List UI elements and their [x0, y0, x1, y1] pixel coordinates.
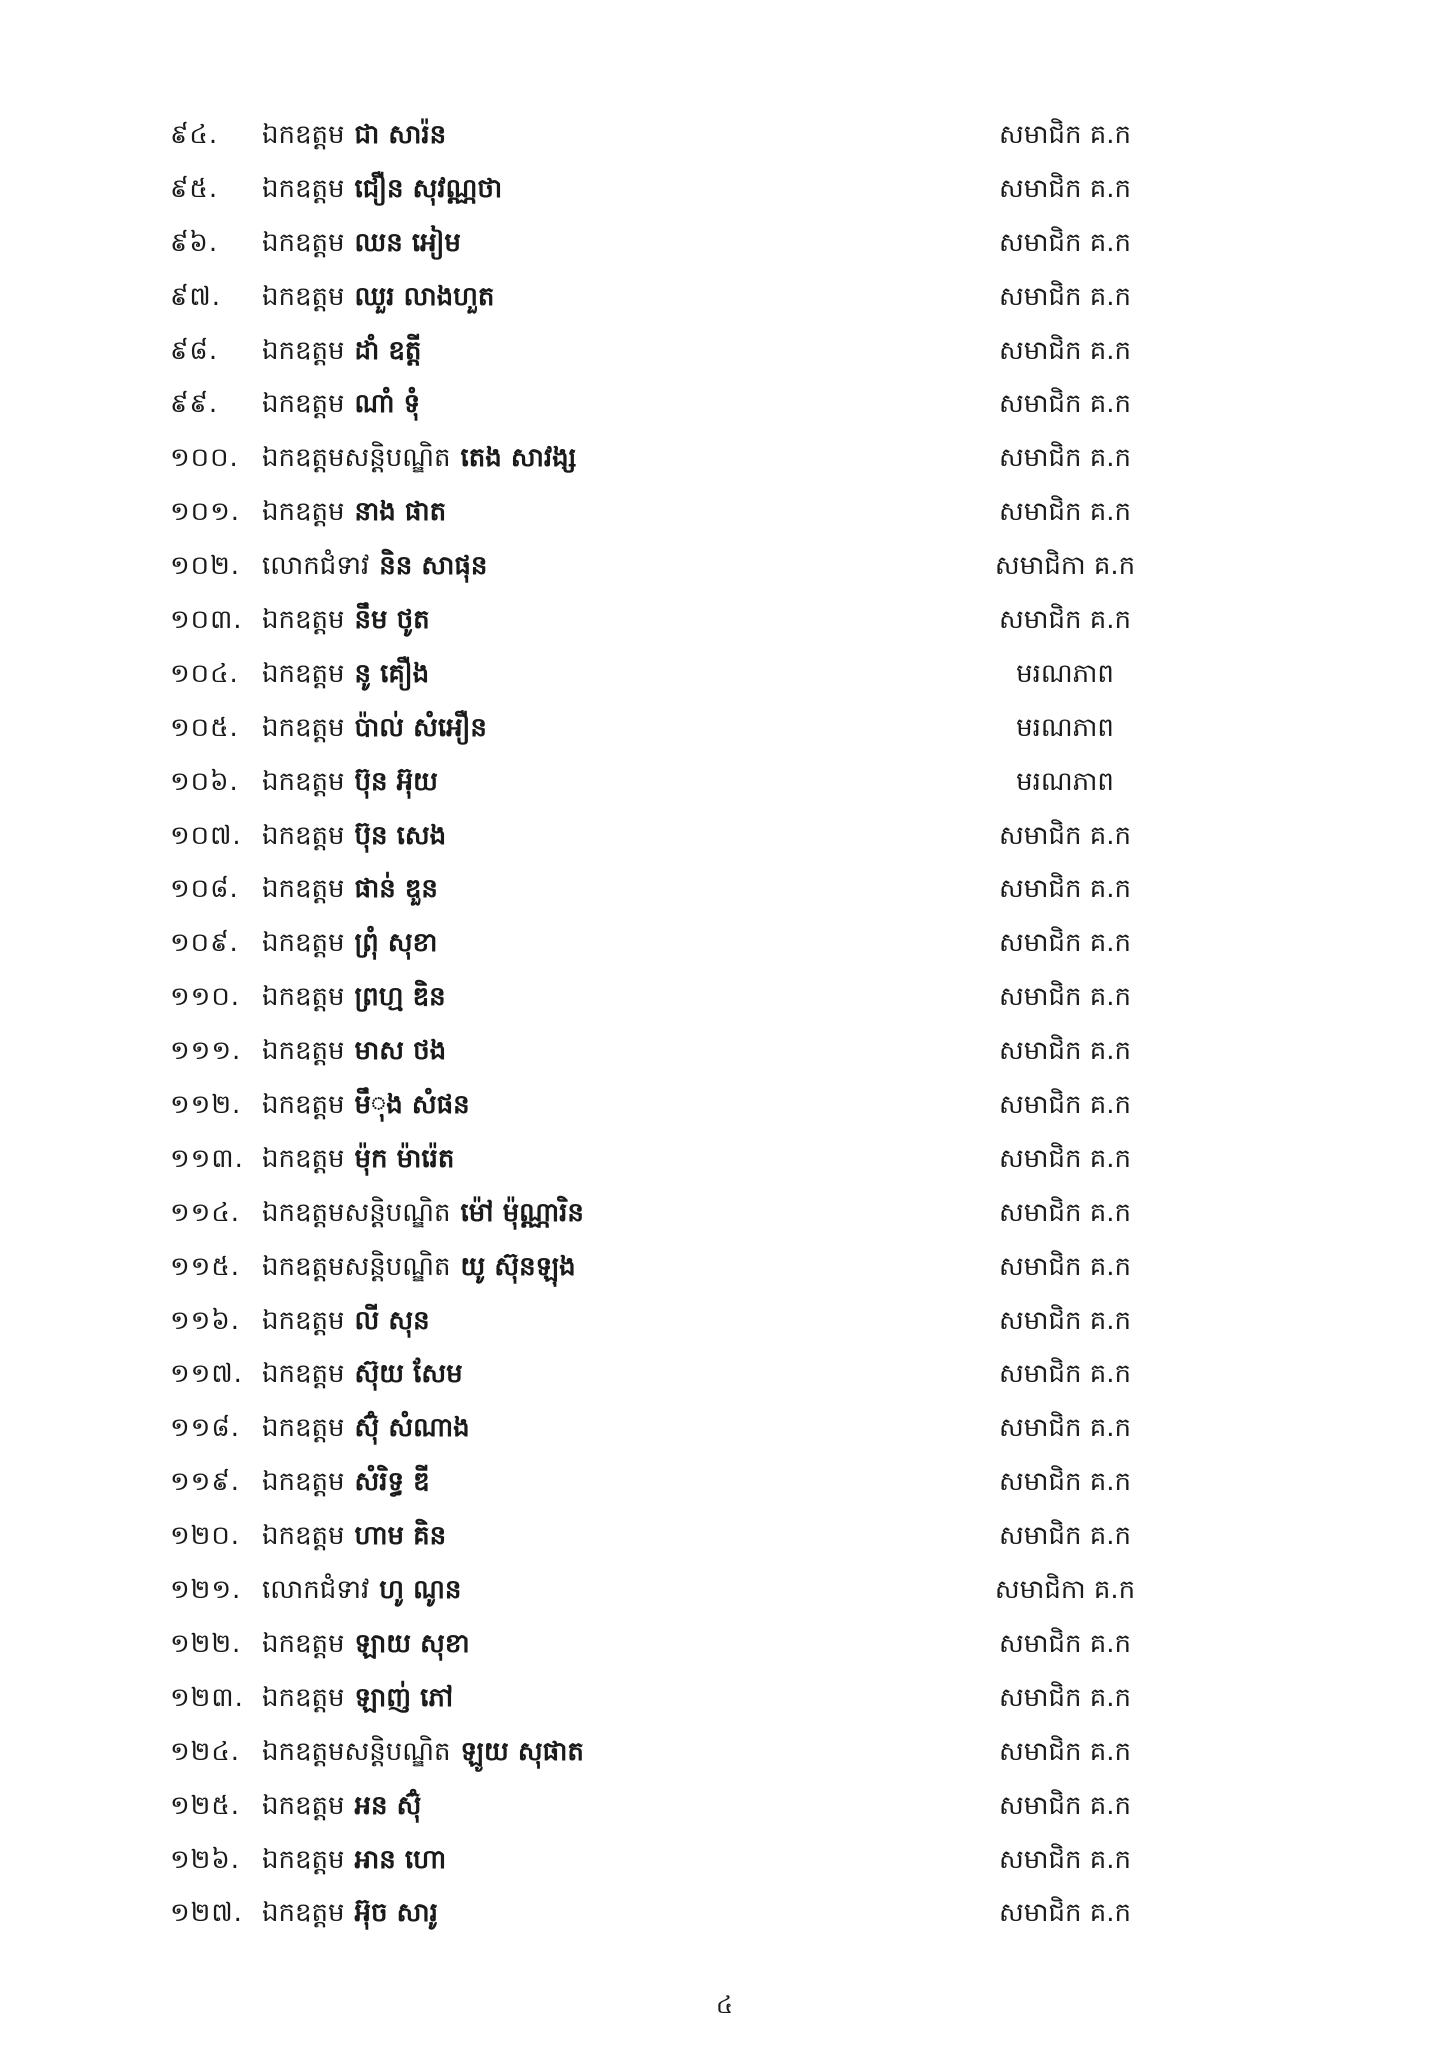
item-number: ១២០. [170, 1521, 241, 1552]
list-item [0, 647, 1449, 701]
item-name: មឹុង សំផន [354, 1090, 470, 1121]
item-name: អន ស៊ុំ [354, 1790, 422, 1821]
list-item [0, 593, 1449, 647]
item-number: ១២១. [170, 1575, 242, 1606]
item-number: ១១២. [170, 1090, 242, 1121]
item-title-and-name [262, 926, 437, 960]
item-name: យូ ស៊ុនឡុង [460, 1251, 576, 1282]
item-number: ១០៥. [170, 712, 239, 743]
item-status: សមាជិកា គ.ក [994, 1575, 1136, 1606]
item-status: សមាជិក គ.ក [998, 497, 1132, 528]
item-honorific: ឯកឧត្តម [262, 605, 345, 636]
item-status: សមាជិក គ.ក [998, 120, 1132, 150]
item-status: សមាជិក គ.ក [998, 1844, 1132, 1875]
item-title-and-name [262, 226, 461, 260]
list-item [0, 809, 1449, 863]
item-name: អ៊ុច សារូ [354, 1898, 438, 1929]
item-number: ១០១. [170, 497, 241, 528]
item-honorific: ឯកឧត្តមសន្តិបណ្ឌិត [262, 443, 451, 474]
item-status: សមាជិក គ.ក [998, 1898, 1132, 1929]
item-number: ៩៥. [170, 173, 219, 204]
item-status: សមាជិក គ.ក [998, 1413, 1132, 1444]
item-honorific: ឯកឧត្តម [262, 335, 345, 366]
list-item [0, 1563, 1449, 1617]
item-name: ណាំ ទុំ [354, 389, 421, 420]
item-honorific: ឯកឧត្តម [262, 1143, 345, 1174]
item-status: សមាជិក គ.ក [998, 335, 1132, 366]
item-title-and-name [262, 872, 438, 906]
member-list [0, 108, 1449, 1940]
item-honorific: ឯកឧត្តម [262, 1305, 345, 1336]
item-status: មរណភាព [1016, 712, 1114, 743]
item-title-and-name [262, 1627, 470, 1661]
item-honorific: ឯកឧត្តម [262, 497, 345, 528]
item-number: ១១៩. [170, 1467, 241, 1498]
item-name: នូ គឿង [354, 658, 430, 689]
item-name: ហាម គិន [354, 1521, 447, 1552]
item-number: ១០៧. [170, 820, 242, 851]
item-honorific: ឯកឧត្តម [262, 1898, 345, 1929]
item-honorific: ឯកឧត្តម [262, 712, 345, 743]
item-status: សមាជិក គ.ក [998, 1143, 1132, 1174]
item-honorific: ឯកឧត្តម [262, 1790, 345, 1821]
list-item [0, 162, 1449, 216]
list-item [0, 1779, 1449, 1833]
item-name: ឈន អៀម [354, 227, 461, 258]
item-name: ផាន់ ឌួន [354, 874, 438, 905]
item-number: ១០៩. [170, 928, 239, 959]
item-name: សំរិទ្ធ ឌី [354, 1467, 430, 1498]
list-item [0, 485, 1449, 539]
item-number: ៩៩. [170, 389, 219, 420]
item-number: ១១១. [170, 1036, 242, 1067]
item-honorific: ឯកឧត្តម [262, 766, 345, 797]
item-status: សមាជិក គ.ក [998, 1305, 1132, 1336]
item-title-and-name [262, 118, 446, 152]
item-honorific: ឯកឧត្តម [262, 874, 345, 905]
item-title-and-name [262, 657, 429, 691]
list-item [0, 1886, 1449, 1940]
item-status: សមាជិក គ.ក [998, 281, 1132, 312]
item-status: សមាជិក គ.ក [998, 1197, 1132, 1228]
item-number: ១០៤. [170, 658, 239, 689]
item-status: សមាជិក គ.ក [998, 1521, 1132, 1552]
item-number: ៩៧. [170, 281, 222, 312]
item-honorific: ឯកឧត្តម [262, 1467, 345, 1498]
item-title-and-name [262, 441, 576, 475]
item-number: ១១៤. [170, 1197, 241, 1228]
item-status: សមាជិក គ.ក [998, 874, 1132, 905]
item-title-and-name [262, 1896, 438, 1930]
item-status: មរណភាព [1016, 766, 1114, 797]
item-number: ១២៦. [170, 1844, 241, 1875]
item-status: សមាជិក គ.ក [998, 1036, 1132, 1067]
item-title-and-name [262, 711, 487, 745]
item-name: ប៉ាល់ សំអឿន [354, 712, 487, 743]
item-title-and-name [262, 1843, 446, 1877]
item-status: សមាជិក គ.ក [998, 820, 1132, 851]
item-title-and-name [262, 1088, 470, 1122]
item-status: សមាជិក គ.ក [998, 605, 1132, 636]
item-name: ប៊ុន អ៊ុយ [354, 766, 438, 797]
list-item [0, 1725, 1449, 1779]
item-name: ស៊ុំ សំណាង [354, 1413, 470, 1444]
item-name: ឡូយ សុផាត [460, 1736, 584, 1767]
item-title-and-name [262, 1034, 446, 1068]
item-status: សមាជិក គ.ក [998, 389, 1132, 420]
item-name: ឈួរ លាងហួត [354, 281, 495, 312]
item-name: ជា សារ៉ន [354, 120, 447, 150]
item-status: សមាជិក គ.ក [998, 982, 1132, 1013]
item-honorific: ឯកឧត្តម [262, 120, 345, 150]
item-title-and-name [262, 1196, 584, 1230]
item-number: ១០៦. [170, 766, 239, 797]
item-honorific: ឯកឧត្តម [262, 227, 345, 258]
list-item [0, 1024, 1449, 1078]
list-item [0, 324, 1449, 378]
item-title-and-name [262, 1519, 446, 1553]
list-item [0, 862, 1449, 916]
item-honorific: ឯកឧត្តម [262, 658, 345, 689]
item-status: សមាជិកា គ.ក [994, 551, 1136, 582]
list-item [0, 216, 1449, 270]
item-title-and-name [262, 1142, 454, 1176]
item-number: ១១៣. [170, 1143, 244, 1174]
item-name: ម៉ុក ម៉ារ៉េត [354, 1143, 455, 1174]
item-honorific: ឯកឧត្តមសន្តិបណ្ឌិត [262, 1197, 451, 1228]
item-title-and-name [262, 280, 494, 314]
list-item [0, 1132, 1449, 1186]
item-honorific: ឯកឧត្តម [262, 1628, 345, 1659]
item-number: ១១៨. [170, 1413, 241, 1444]
item-title-and-name [262, 980, 446, 1014]
list-item [0, 755, 1449, 809]
item-status: សមាជិក គ.ក [998, 173, 1132, 204]
item-title-and-name [262, 172, 502, 206]
item-title-and-name [262, 495, 446, 529]
item-status: សមាជិក គ.ក [998, 1251, 1132, 1282]
item-title-and-name [262, 765, 438, 799]
item-name: ឡាយ សុខា [354, 1628, 470, 1659]
item-status: សមាជិក គ.ក [998, 1359, 1132, 1390]
item-name: ហូ ណូន [379, 1575, 462, 1606]
item-status: សមាជិក គ.ក [998, 1736, 1132, 1767]
list-item [0, 539, 1449, 593]
page-number: ៤ [716, 1991, 733, 2019]
item-title-and-name [262, 1411, 470, 1445]
item-title-and-name [262, 334, 421, 368]
item-status: សមាជិក គ.ក [998, 1682, 1132, 1713]
item-title-and-name [262, 1357, 463, 1391]
item-title-and-name [262, 387, 420, 421]
item-number: ៩៨. [170, 335, 219, 366]
item-name: ព្រហ្ម ឌិន [354, 982, 446, 1013]
list-item [0, 270, 1449, 324]
item-title-and-name [262, 1573, 461, 1607]
item-title-and-name [262, 1465, 430, 1499]
item-name: ម៉ៅ ម៉ុណ្ណារិន [460, 1197, 584, 1228]
item-status: សមាជិក គ.ក [998, 1790, 1132, 1821]
item-name: ឡាញ់ ភៅ [354, 1682, 454, 1713]
item-status: សមាជិក គ.ក [998, 928, 1132, 959]
list-item [0, 431, 1449, 485]
item-honorific: ឯកឧត្តម [262, 173, 345, 204]
item-name: នាង ផាត [354, 497, 447, 528]
list-item [0, 1078, 1449, 1132]
item-title-and-name [262, 1789, 421, 1823]
item-status: សមាជិក គ.ក [998, 227, 1132, 258]
item-number: ១១៥. [170, 1251, 241, 1282]
item-honorific: លោកជំទាវ [262, 1575, 370, 1606]
item-honorific: ឯកឧត្តម [262, 389, 345, 420]
item-title-and-name [262, 1304, 430, 1338]
list-item [0, 1401, 1449, 1455]
item-number: ១២៧. [170, 1898, 243, 1929]
list-item [0, 1455, 1449, 1509]
item-number: ១១៦. [170, 1305, 241, 1336]
item-name: ស៊ុយ សែម [354, 1359, 463, 1390]
item-name: អាន ហោ [354, 1844, 447, 1875]
item-name: នឹម ថូត [354, 605, 430, 636]
item-name: ដាំ ឧត្តី [354, 335, 422, 366]
item-honorific: ឯកឧត្តម [262, 928, 345, 959]
item-title-and-name [262, 1681, 453, 1715]
item-honorific: ឯកឧត្តម [262, 1844, 345, 1875]
list-item [0, 1833, 1449, 1887]
item-title-and-name [262, 603, 430, 637]
item-number: ១២៤. [170, 1736, 241, 1767]
item-honorific: ឯកឧត្តម [262, 1359, 345, 1390]
item-number: ១២៣. [170, 1682, 244, 1713]
list-item [0, 1240, 1449, 1294]
list-item [0, 916, 1449, 970]
list-item [0, 970, 1449, 1024]
item-status: សមាជិក គ.ក [998, 1090, 1132, 1121]
item-status: សមាជិក គ.ក [998, 1628, 1132, 1659]
item-honorific: លោកជំទាវ [262, 551, 370, 582]
list-item [0, 1186, 1449, 1240]
item-name: ប៊ុន សេង [354, 820, 447, 851]
item-number: ១០២. [170, 551, 241, 582]
list-item [0, 1671, 1449, 1725]
item-name: ព្រុំ សុខា [354, 928, 438, 959]
item-number: ១១៧. [170, 1359, 243, 1390]
item-title-and-name [262, 1735, 584, 1769]
item-number: ១២៥. [170, 1790, 241, 1821]
item-name: លី សុន [354, 1305, 430, 1336]
item-number: ៩៦. [170, 227, 219, 258]
list-item [0, 1294, 1449, 1348]
list-item [0, 1347, 1449, 1401]
item-name: ជឿន សុវណ្ណថា [354, 173, 503, 204]
item-honorific: ឯកឧត្តម [262, 820, 345, 851]
item-number: ១០៣. [170, 605, 243, 636]
item-title-and-name [262, 1250, 576, 1284]
item-number: ១០៨. [170, 874, 239, 905]
item-number: ៩៤. [170, 120, 219, 150]
item-honorific: ឯកឧត្តម [262, 1682, 345, 1713]
item-name: មាស ថង [354, 1036, 447, 1067]
item-number: ១១០. [170, 982, 241, 1013]
item-name: តេង សាវង្ស [460, 443, 577, 474]
list-item [0, 377, 1449, 431]
item-honorific: ឯកឧត្តម [262, 982, 345, 1013]
item-number: ១២២. [170, 1628, 242, 1659]
item-honorific: ឯកឧត្តម [262, 1036, 345, 1067]
item-honorific: ឯកឧត្តមសន្តិបណ្ឌិត [262, 1736, 451, 1767]
item-honorific: ឯកឧត្តម [262, 1413, 345, 1444]
item-status: សមាជិក គ.ក [998, 443, 1132, 474]
item-honorific: ឯកឧត្តម [262, 1090, 345, 1121]
list-item [0, 701, 1449, 755]
item-status: មរណភាព [1016, 658, 1114, 689]
list-item [0, 1509, 1449, 1563]
item-honorific: ឯកឧត្តមសន្តិបណ្ឌិត [262, 1251, 451, 1282]
item-status: សមាជិក គ.ក [998, 1467, 1132, 1498]
item-number: ១០០. [170, 443, 239, 474]
list-item [0, 108, 1449, 162]
item-title-and-name [262, 819, 446, 853]
list-item [0, 1617, 1449, 1671]
item-honorific: ឯកឧត្តម [262, 1521, 345, 1552]
item-title-and-name [262, 549, 487, 583]
item-honorific: ឯកឧត្តម [262, 281, 345, 312]
item-name: និន សាផុន [379, 551, 488, 582]
